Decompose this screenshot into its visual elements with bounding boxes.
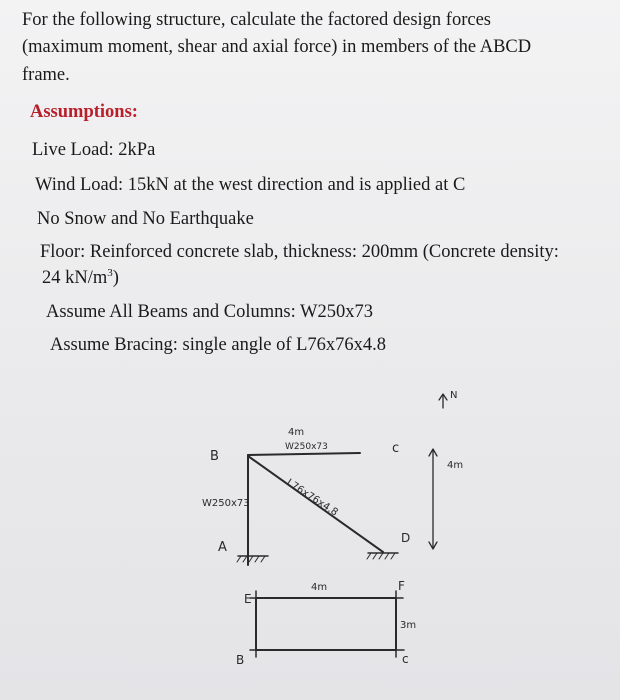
brace-section-label: L76x76x4.8	[284, 477, 340, 519]
plan-rectangle	[256, 598, 396, 650]
beam-section-label: W250x73	[285, 442, 328, 452]
support-d-icon	[367, 553, 398, 559]
wind-load-text: Wind Load: 15kN at the west direction and is applied at C	[35, 175, 466, 195]
assumptions-heading: Assumptions:	[30, 102, 138, 122]
beam-bc	[248, 453, 360, 455]
elevation-frame	[202, 427, 410, 565]
question-line-1: For the following structure, calculate the factored design forces	[22, 10, 492, 30]
floor-text-line-1: Floor: Reinforced concrete slab, thickness: 200mm (Concrete density:	[40, 242, 559, 262]
floor-text-line-2: 24 $kN/m^3$)	[42, 266, 119, 288]
plan-label-e: E	[244, 592, 252, 606]
question-line-2: (maximum moment, shear and axial force) in members of the ABCD	[22, 37, 532, 57]
label-b: B	[210, 449, 219, 464]
snow-earthquake-text: No Snow and No Earthquake	[37, 209, 254, 229]
plan-top-dim: 4m	[311, 582, 328, 593]
label-d: D	[401, 531, 411, 545]
plan-view	[236, 579, 416, 667]
height-dimension	[429, 449, 437, 549]
north-label: N	[450, 390, 458, 401]
plan-label-f: F	[398, 579, 405, 593]
question-line-3: frame.	[22, 65, 70, 85]
live-load-text: Live Load: 2kPa	[32, 140, 156, 160]
plan-label-b: B	[236, 653, 245, 667]
beams-columns-text: Assume All Beams and Columns: W250x73	[46, 302, 374, 322]
label-c: c	[392, 441, 400, 456]
north-arrow-icon	[439, 394, 447, 408]
bracing-text: Assume Bracing: single angle of L76x76x4.8	[50, 335, 387, 355]
plan-label-c: c	[402, 652, 409, 666]
plan-side-dim: 3m	[400, 620, 417, 631]
height-dim-label: 4m	[447, 460, 464, 471]
column-section-label: W250x73	[202, 498, 250, 509]
label-a: A	[218, 540, 227, 555]
support-a-icon	[237, 556, 268, 562]
elevation-top-dim: 4m	[288, 427, 305, 438]
